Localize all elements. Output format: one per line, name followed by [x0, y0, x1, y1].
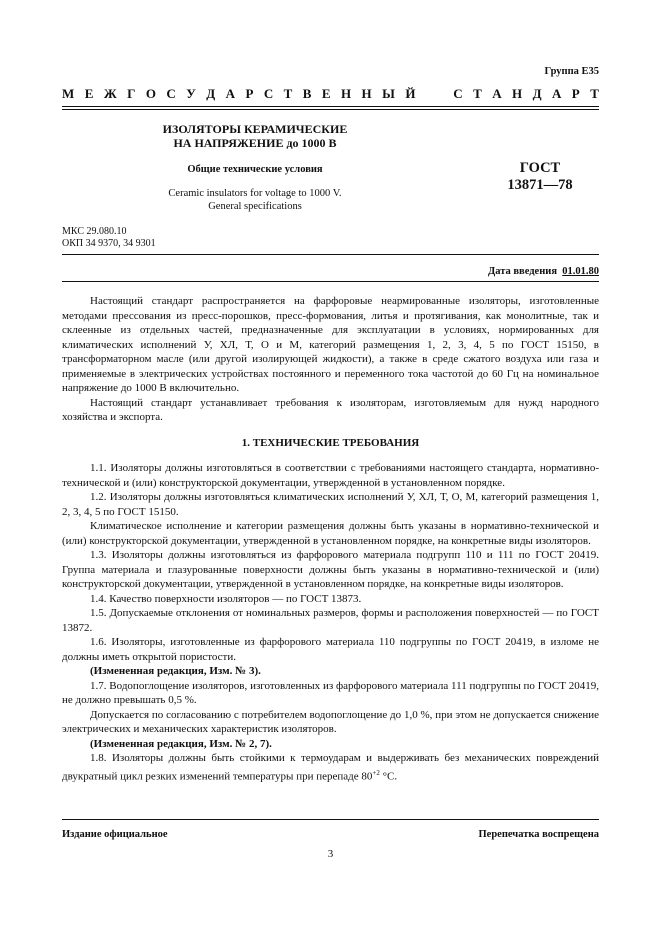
clause-1-6: 1.6. Изоляторы, изготовленные из фарфорового материала 110 подгруппы по ГОСТ 20419, в изломе не должны иметь открытой пористости.	[62, 636, 599, 663]
intro-paragraph: Настоящий стандарт устанавливает требования к изоляторам, изготовляемым для нужд народного хозяйства и экспорта.	[62, 396, 599, 423]
banner-letter	[426, 86, 429, 102]
banner-letter: А	[225, 86, 235, 101]
intro-date-label: Дата введения	[488, 266, 557, 277]
clause-1-7-note: Допускается по согласованию с потребителем водопоглощение до 1,0 %, при этом не допускается снижение электрических и механических характеристик изоляторов.	[62, 708, 599, 735]
clause-1-4: 1.4. Качество поверхности изоляторов — по ГОСТ 13873.	[90, 592, 362, 605]
banner-letter: С	[263, 86, 274, 101]
gost-designation	[495, 160, 585, 194]
amendment-note: (Измененная редакция, Изм. № 3).	[90, 665, 261, 677]
banner-letter: А	[551, 86, 562, 101]
banner-letter: Н	[361, 86, 372, 101]
banner-letter: Н	[512, 86, 523, 101]
banner-letter: Т	[283, 86, 293, 101]
clause-1-1: 1.1. Изоляторы должны изготовляться в соответствии с требованиями настоящего стандарта, нормативно-технической и (или) конструкторской документации, утвержденной в установленном порядке.	[62, 462, 599, 489]
banner-letter: С	[453, 86, 463, 101]
clause-1-8-text: 1.8. Изоляторы должны быть стойкими к термоударам и выдерживать без механических повреждений двукратный цикл резких изменений температуры при перепаде 80	[62, 752, 599, 783]
header-rule-bottom	[62, 109, 599, 110]
document-subtitle: Общие технические условия	[187, 164, 323, 175]
banner-letter: Е	[84, 86, 94, 101]
banner-letter: Е	[321, 86, 331, 101]
title-line-1: ИЗОЛЯТОРЫ КЕРАМИЧЕСКИЕ	[162, 122, 348, 136]
english-title-line-1: Ceramic insulators for voltage to 1000 V.	[168, 188, 342, 199]
okp-code: ОКП 34 9370, 34 9301	[62, 238, 156, 249]
clause-1-8-unit: °С.	[379, 770, 398, 783]
header-rule-top	[62, 106, 599, 107]
english-title-line-2: General specifications	[208, 201, 302, 212]
clause-1-8	[62, 751, 599, 784]
banner-letter: Р	[245, 86, 254, 101]
banner-letter: У	[186, 86, 196, 101]
clause-1-2: 1.2. Изоляторы должны изготовляться климатических исполнений У, ХЛ, Т, О, М, категорий размещения 1, 2, 3, 4, 5 по ГОСТ 15150.	[62, 491, 599, 518]
classification-codes	[62, 226, 156, 250]
page-number: 3	[327, 848, 334, 860]
banner-letter	[440, 86, 443, 102]
tolerance-superscript: +2	[372, 768, 380, 777]
banner-letter: О	[145, 86, 156, 101]
banner-letter: Д	[532, 86, 542, 101]
banner-letter: В	[302, 86, 312, 101]
clause-1-3: 1.3. Изоляторы должны изготовляться из фарфорового материала подгрупп 110 и 111 по ГОСТ 20419. Группа материала и глазурованные поверхности должны быть указаны в нормативно-технической и (или) конструкторской документации, утвержденной в установленном порядке, на конкретные виды изоляторов.	[62, 549, 599, 590]
intro-paragraph: Настоящий стандарт распространяется на фарфоровые неармированные изоляторы, изготовленные методами прессования из пресс-порошков, пресс-формования, литья и протягивания, как монолитные, так и склеенные из отдельных частей, предназначенные для эксплуатации в условиях, нормированных для климатических исполнений У, ХЛ, Т, О и М, категорий размещения 1, 2, 3, 4, 5 по ГОСТ 15150, в трансформаторном масле (или другой изолирующей жидкости), а также в среде сжатого воздуха или газа и применяемые в электрических устройствах постоянного и переменного тока частотой до 60 Гц на номинальное напряжение до 1000 В включительно.	[62, 295, 599, 394]
clause-1-7: 1.7. Водопоглощение изоляторов, изготовленных из фарфорового материала 111 подгруппы по ГОСТ 20419, не должно превышать 0,5 %.	[62, 679, 599, 706]
title-line-2: НА НАПРЯЖЕНИЕ до 1000 В	[173, 136, 337, 150]
intro-date-value: 01.01.80	[562, 266, 599, 277]
english-title	[140, 187, 370, 213]
gost-number: 13871—78	[507, 177, 573, 193]
banner-letter: Д	[206, 86, 216, 101]
amendment-note: (Измененная редакция, Изм. № 2, 7).	[90, 737, 272, 750]
official-edition-note: Издание официальное	[62, 829, 168, 840]
banner-letter: Т	[590, 86, 599, 101]
codes-rule	[62, 254, 599, 255]
banner-letter: С	[166, 86, 176, 101]
banner-letter: Т	[473, 86, 482, 101]
banner-letter: А	[492, 86, 502, 101]
gost-label: ГОСТ	[519, 160, 561, 176]
interstate-standard-banner	[62, 86, 599, 102]
footer-rule	[62, 819, 599, 820]
clause-1-5: 1.5. Допускаемые отклонения от номинальных размеров, формы и расположения поверхностей — по ГОСТ 13872.	[62, 607, 599, 634]
section-heading: 1. ТЕХНИЧЕСКИЕ ТРЕБОВАНИЯ	[241, 436, 420, 449]
banner-letter: Й	[405, 86, 416, 101]
clause-1-2-note: Климатическое исполнение и категории размещения должны быть указаны в нормативно-технической и (или) конструкторской документации, утвержденной в установленном порядке, на конкретные виды изоляторов.	[62, 520, 599, 547]
mks-code: МКС 29.080.10	[62, 226, 127, 237]
banner-letter: Н	[340, 86, 352, 101]
banner-letter: М	[62, 86, 75, 101]
banner-letter: Ы	[382, 86, 395, 101]
banner-letter: Р	[571, 86, 580, 101]
date-rule	[62, 281, 599, 282]
banner-letter: Ж	[103, 86, 117, 101]
document-title	[140, 122, 370, 150]
introduction-date	[488, 266, 599, 277]
document-body	[62, 294, 599, 784]
banner-letter: Г	[127, 86, 136, 101]
group-code: Группа Е35	[544, 66, 599, 77]
reprint-prohibited-note: Перепечатка воспрещена	[478, 829, 599, 840]
